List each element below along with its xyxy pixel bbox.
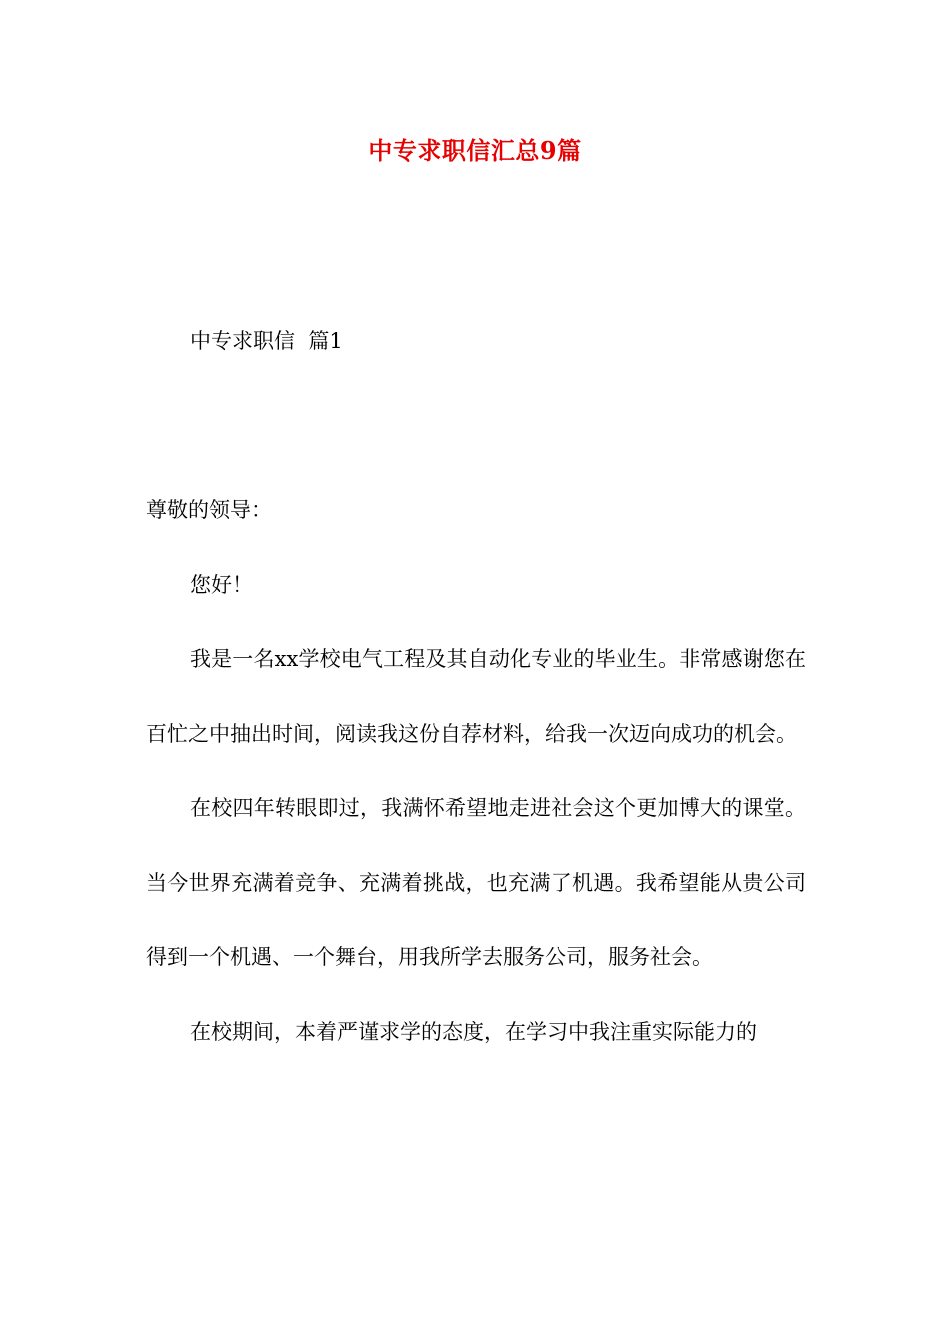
paragraph-2: 在校四年转眼即过，我满怀希望地走进社会这个更加博大的课堂。当今世界充满着竞争、充满着挑战，也充满了机遇。我希望能从贵公司得到一个机遇、一个舞台，用我所学去服务公司，服务社会。 bbox=[146, 796, 806, 969]
letter-body bbox=[146, 473, 806, 1069]
section-heading: 中专求职信 篇1 bbox=[190, 329, 343, 353]
greeting: 您好！ bbox=[190, 572, 253, 597]
paragraph-1: 我是一名xx学校电气工程及其自动化专业的毕业生。非常感谢您在百忙之中抽出时间，阅读我这份自荐材料，给我一次迈向成功的机会。 bbox=[146, 647, 806, 746]
paragraph-3: 在校期间，本着严谨求学的态度，在学习中我注重实际能力的 bbox=[190, 1019, 757, 1044]
salutation: 尊敬的领导： bbox=[146, 498, 272, 522]
document-title: 中专求职信汇总9篇 bbox=[368, 136, 582, 165]
